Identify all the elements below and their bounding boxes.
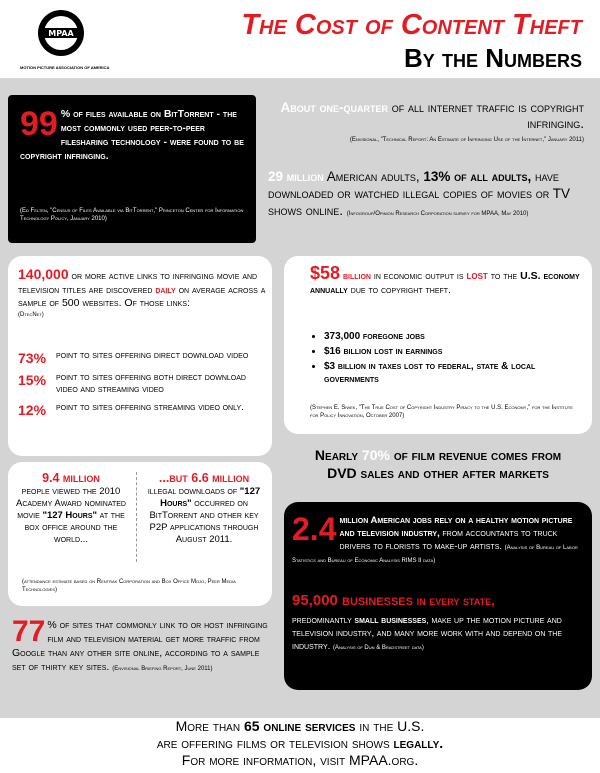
item-percent: 15%	[18, 372, 47, 388]
footer-text-a: More than	[175, 718, 244, 734]
logo-caption: MOTION PICTURE ASSOCIATION OF AMERICA	[20, 65, 110, 70]
stat-58b-box	[284, 256, 592, 434]
stat-70-text-c: DVD sales and other after markets	[327, 465, 549, 481]
stat-58b-text-d: due to copyright theft.	[347, 284, 451, 296]
item-text: point to sites offering streaming video only.	[56, 402, 244, 413]
stat-94m-text-a: people viewed the 2010 Academy Award nominated movie	[16, 486, 126, 521]
stat-58b-text-b: in economic output is	[370, 270, 467, 282]
item-percent: 12%	[18, 402, 47, 418]
stat-140k-source: (DtecNet)	[18, 311, 44, 318]
divider	[136, 472, 137, 562]
stat-77-block	[12, 615, 274, 674]
stat-29m-number: 29 million	[268, 169, 324, 184]
page-title	[241, 8, 582, 74]
title-line1: The Cost of Content Theft	[241, 9, 582, 41]
stat-94m-movie: "127 Hours"	[42, 510, 98, 521]
list-item: • $16 billion lost in earnings	[324, 345, 584, 358]
item-percent: 73%	[18, 350, 47, 366]
svg-text:MPAA: MPAA	[48, 29, 74, 38]
stat-66m-movie: "127 Hours"	[160, 486, 261, 509]
footer	[0, 718, 600, 769]
stat-24m-cite: (Analysis of Bureau of Labor Statistics and Bureau of Economic Analysis RIMS II data)	[292, 545, 578, 564]
stat-95k-text-c: , make up the motion picture and television industry, and many more work with and depend on the industry.	[292, 615, 563, 652]
stat-58b-billion: billion	[340, 270, 371, 282]
attendance-cite: (attendance estimate based on Rentrak Corporation and Box Office Mojo, Peer Media Technologies)	[22, 579, 236, 593]
list-item	[18, 350, 266, 366]
stat-70-percent: 70%	[361, 447, 390, 463]
stat-99-cite: (Ed Felten, "Census of Files Available via BitTorrent," Princeton Center for Information Technology Policy, January 2010)	[20, 208, 244, 222]
stat-77-text: % of sites that commonly link to or host infringing film and television material get more traffic from Google than any other site online, according to a sample set of thirty key sites.	[12, 619, 268, 673]
footer-text-d: are offering films or television shows	[156, 735, 394, 751]
stat-quarter-lead: About one-quarter	[280, 100, 388, 115]
stat-95k-cite: (Analysis of Dun & Bradstreet data)	[332, 645, 424, 651]
footer-legally: legally.	[393, 735, 444, 751]
stat-58b-cite: (Stephen E. Siwek, "The True Cost of Copyright Industry Piracy to the U.S. Economy," for the Institute for Policy Innovation, October 2007)	[310, 405, 573, 419]
stat-140k-text-a: or more active links to infringing movie and television titles are discovered	[18, 270, 258, 296]
title-line2: By the Numbers	[403, 43, 582, 73]
footer-services: 65 online services	[243, 718, 356, 734]
item-text: point to sites offering direct download video	[56, 350, 249, 361]
link-breakdown-list	[18, 350, 266, 418]
stat-95k-number: 95,000 businesses	[292, 592, 413, 609]
stat-29m-block	[268, 168, 584, 219]
stat-quarter-text: of all internet traffic is copyright infringing.	[387, 100, 584, 131]
stat-58b-lost: lost	[466, 268, 488, 282]
stat-66m-text-a: illegal downloads of	[147, 486, 240, 497]
stat-quarter-block	[268, 100, 584, 144]
stat-29m-cite: (Infogroup/Opinion Research Corporation survey for MPAA, May 2010)	[346, 211, 529, 217]
stat-24m-number: 2.4	[292, 511, 337, 547]
item-text: point to sites offering both direct download video and streaming video	[56, 372, 246, 395]
stat-quarter-cite: (Envisional, "Technical Report: An Estimate of Infringing Use of the Internet," January 2011)	[349, 137, 584, 143]
stat-140k-daily: daily	[155, 283, 176, 296]
list-item: • 373,000 foregone jobs	[324, 330, 584, 343]
stat-29m-text-b: American adults,	[323, 169, 424, 184]
stat-66m-block	[142, 470, 266, 546]
list-item: • $3 billion in taxes lost to federal, state & local governments	[324, 360, 584, 386]
stat-58b-text-c: to the	[487, 270, 521, 282]
stat-77-cite: (Envisional Briefing Report, June 2011)	[112, 666, 213, 672]
stat-70-text-b: of film revenue comes from	[389, 447, 562, 463]
stat-95k-text-a: in every state,	[412, 593, 495, 608]
stat-94m-number: 9.4 million	[42, 471, 100, 485]
stat-66m-text-b: occurred on BitTorrent and other key P2P applications through August 2011.	[149, 498, 259, 545]
stat-95k-text-b: predominantly	[292, 615, 355, 626]
stat-127-hours-box	[8, 462, 272, 606]
stat-29m-percent: 13% of all adults,	[423, 169, 532, 184]
stat-77-number: 77	[12, 615, 46, 648]
stat-70-text-a: Nearly	[314, 447, 362, 463]
list-item	[18, 372, 266, 396]
stat-70-block	[284, 446, 592, 482]
mpaa-logo	[20, 8, 110, 70]
stat-99-number: 99	[20, 105, 58, 143]
stat-94m-text-b: at the box office around the world...	[24, 510, 125, 545]
stat-58b-number: $58	[310, 263, 341, 283]
stat-95k-small: small businesses	[354, 615, 427, 626]
stat-58b-us: U.S. economy annually	[310, 270, 580, 296]
footer-link-text: For more information, visit MPAA.org.	[181, 752, 419, 768]
stat-140k-text-b: on average across a sample of 500 websites. Of those links:	[18, 283, 266, 309]
stat-24m-text-a: million American jobs rely on a healthy motion picture and television industry,	[339, 515, 573, 539]
stat-29m-text-d: have downloaded or watched illegal copies of movies or TV shows online.	[268, 169, 571, 218]
footer-text-c: in the U.S.	[355, 718, 425, 734]
stat-140k-box	[8, 256, 272, 456]
stat-24m-text-b: from accountants to truck drivers to florists to make-up artists.	[339, 528, 558, 552]
stat-99-box	[8, 95, 256, 243]
stat-140k-number: 140,000	[18, 266, 69, 282]
stat-99-text-a: % of files available on	[60, 108, 164, 120]
stat-94m-block	[12, 470, 130, 546]
economic-bullet-list	[310, 330, 584, 386]
list-item	[18, 402, 266, 418]
stat-66m-number: ...but 6.6 million	[158, 471, 250, 485]
jobs-businesses-box	[284, 502, 592, 690]
stat-99-text-b: BitTorrent - the most commonly used peer-to-peer filesharing technology - were found to be copyright infringing.	[20, 108, 244, 162]
